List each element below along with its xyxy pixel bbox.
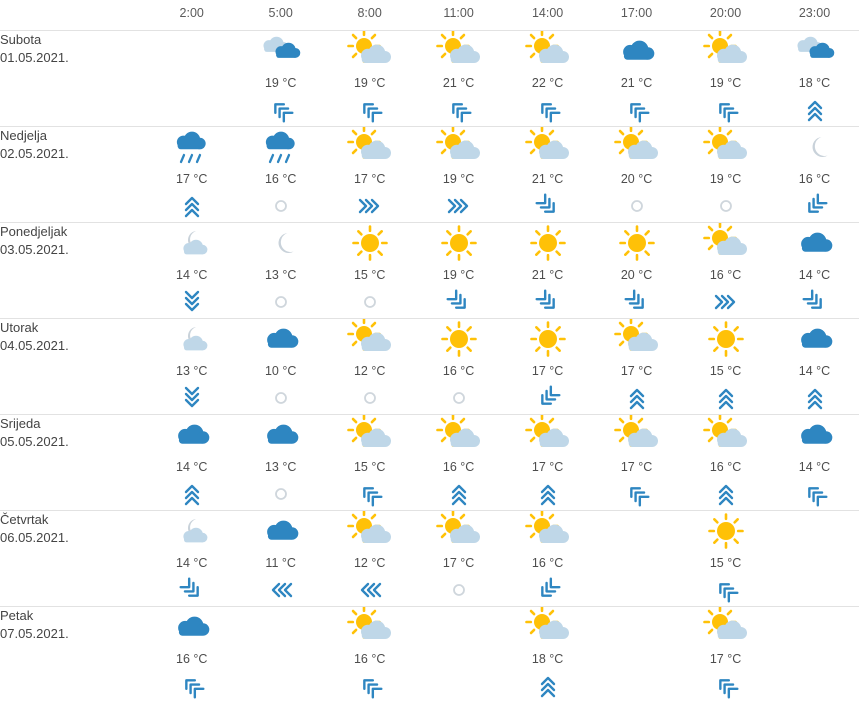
temperature-value: 16 °C bbox=[709, 460, 742, 474]
partly-sunny-icon bbox=[592, 319, 681, 359]
temperature-value: 19 °C bbox=[442, 172, 475, 186]
temperature-value bbox=[770, 555, 859, 571]
forecast-slot bbox=[325, 511, 414, 607]
cloud-icon bbox=[147, 607, 236, 647]
forecast-day-row bbox=[0, 127, 859, 223]
partly-sunny-icon bbox=[503, 511, 592, 551]
cloud-icon bbox=[236, 415, 325, 455]
empty-icon bbox=[147, 31, 236, 71]
forecast-slot bbox=[681, 319, 770, 415]
wind-diag-down-right-icon bbox=[503, 193, 592, 219]
empty-wind-icon bbox=[592, 673, 681, 699]
forecast-slot bbox=[325, 31, 414, 127]
partly-sunny-icon bbox=[681, 415, 770, 455]
wind-diag-down-left-icon bbox=[503, 385, 592, 411]
calm-circle-icon bbox=[325, 385, 414, 411]
partly-sunny-icon bbox=[681, 31, 770, 71]
forecast-slot bbox=[414, 31, 503, 127]
forecast-slot bbox=[414, 223, 503, 319]
temperature-value: 16 °C bbox=[531, 556, 564, 570]
wind-diag-up-left-icon bbox=[592, 481, 681, 507]
wind-up-icon bbox=[681, 481, 770, 507]
temperature-value: 11 °C bbox=[265, 556, 296, 570]
partly-sunny-icon bbox=[325, 511, 414, 551]
temperature-value: 16 °C bbox=[176, 652, 208, 666]
hour-header-5: 17:00 bbox=[620, 6, 653, 20]
hour-header-3: 11:00 bbox=[443, 6, 474, 20]
forecast-slot bbox=[770, 319, 859, 415]
temperature-value: 14 °C bbox=[798, 364, 831, 378]
wind-diag-down-left-icon bbox=[503, 577, 592, 603]
wind-left-icon bbox=[325, 577, 414, 603]
forecast-slot bbox=[236, 319, 325, 415]
temperature-value: 15 °C bbox=[709, 364, 742, 378]
forecast-slot bbox=[681, 127, 770, 223]
day-name: Srijeda bbox=[0, 416, 41, 431]
forecast-slot bbox=[592, 223, 681, 319]
partly-sunny-icon bbox=[681, 607, 770, 647]
wind-diag-down-left-icon bbox=[770, 193, 859, 219]
temperature-value bbox=[236, 651, 325, 667]
forecast-slot bbox=[592, 511, 681, 607]
sun-icon bbox=[325, 223, 414, 263]
partly-sunny-icon bbox=[681, 127, 770, 167]
temperature-value bbox=[414, 651, 503, 667]
day-date: 06.05.2021. bbox=[0, 530, 69, 545]
wind-diag-up-left-icon bbox=[770, 481, 859, 507]
forecast-slot bbox=[414, 607, 503, 703]
calm-circle-icon bbox=[236, 193, 325, 219]
temperature-value: 15 °C bbox=[353, 268, 386, 282]
wind-down-icon bbox=[147, 385, 236, 411]
moon-icon bbox=[770, 127, 859, 167]
wind-down-icon bbox=[147, 289, 236, 315]
cloudy-icon bbox=[236, 31, 325, 71]
forecast-slot bbox=[414, 415, 503, 511]
wind-diag-down-right-icon bbox=[770, 289, 859, 315]
partly-sunny-icon bbox=[681, 223, 770, 263]
forecast-slot bbox=[325, 415, 414, 511]
temperature-value: 16 °C bbox=[798, 172, 831, 186]
forecast-slot bbox=[325, 319, 414, 415]
sun-icon bbox=[503, 223, 592, 263]
day-cell bbox=[0, 223, 147, 319]
partly-sunny-icon bbox=[325, 31, 414, 71]
day-name: Subota bbox=[0, 32, 42, 47]
partly-sunny-icon bbox=[325, 319, 414, 359]
day-date: 05.05.2021. bbox=[0, 434, 69, 449]
temperature-value: 12 °C bbox=[353, 364, 386, 378]
wind-diag-down-right-icon bbox=[414, 289, 503, 315]
day-name: Četvrtak bbox=[0, 512, 49, 527]
day-name: Nedjelja bbox=[0, 128, 47, 143]
empty-wind-icon bbox=[414, 673, 503, 699]
wind-left-icon bbox=[236, 577, 325, 603]
forecast-slot bbox=[503, 511, 592, 607]
hour-header-4: 14:00 bbox=[531, 6, 564, 20]
temperature-value: 21 °C bbox=[620, 76, 653, 90]
cloud-icon bbox=[770, 223, 859, 263]
wind-up-icon bbox=[503, 673, 592, 699]
forecast-slot bbox=[503, 319, 592, 415]
wind-diag-down-right-icon bbox=[592, 289, 681, 315]
forecast-table-header bbox=[0, 0, 859, 31]
wind-diag-up-left-icon bbox=[681, 673, 770, 699]
temperature-value bbox=[147, 75, 236, 91]
wind-diag-up-left-icon bbox=[681, 577, 770, 603]
temperature-value: 16 °C bbox=[442, 364, 475, 378]
day-name: Petak bbox=[0, 608, 34, 623]
temperature-value bbox=[770, 651, 859, 667]
wind-up-icon bbox=[147, 481, 236, 507]
wind-diag-down-right-icon bbox=[503, 289, 592, 315]
temperature-value: 18 °C bbox=[798, 76, 831, 90]
forecast-slot bbox=[770, 511, 859, 607]
temperature-value: 19 °C bbox=[442, 268, 475, 282]
empty-icon bbox=[236, 607, 325, 647]
temperature-value: 15 °C bbox=[353, 460, 386, 474]
forecast-slot bbox=[147, 607, 236, 703]
empty-icon bbox=[414, 607, 503, 647]
temperature-value: 13 °C bbox=[176, 364, 208, 378]
rain-icon bbox=[147, 127, 236, 167]
hour-header-6: 20:00 bbox=[709, 6, 742, 20]
empty-wind-icon bbox=[236, 673, 325, 699]
partly-sunny-icon bbox=[414, 127, 503, 167]
forecast-day-row bbox=[0, 607, 859, 703]
forecast-slot bbox=[414, 511, 503, 607]
forecast-slot bbox=[681, 511, 770, 607]
forecast-slot bbox=[770, 223, 859, 319]
rain-icon bbox=[236, 127, 325, 167]
temperature-value: 16 °C bbox=[709, 268, 742, 282]
partly-sunny-icon bbox=[503, 607, 592, 647]
forecast-day-row bbox=[0, 511, 859, 607]
empty-icon bbox=[770, 511, 859, 551]
partly-sunny-icon bbox=[503, 127, 592, 167]
temperature-value: 21 °C bbox=[442, 76, 475, 90]
forecast-slot bbox=[770, 31, 859, 127]
temperature-value bbox=[592, 555, 681, 571]
temperature-value: 19 °C bbox=[709, 76, 742, 90]
day-cell bbox=[0, 319, 147, 415]
forecast-slot bbox=[503, 223, 592, 319]
day-date: 01.05.2021. bbox=[0, 50, 69, 65]
forecast-slot bbox=[147, 223, 236, 319]
forecast-slot bbox=[325, 223, 414, 319]
wind-diag-up-left-icon bbox=[325, 673, 414, 699]
temperature-value: 19 °C bbox=[353, 76, 386, 90]
temperature-value: 21 °C bbox=[531, 268, 564, 282]
forecast-slot bbox=[414, 319, 503, 415]
empty-icon bbox=[592, 607, 681, 647]
cloud-icon bbox=[592, 31, 681, 71]
sun-icon bbox=[503, 319, 592, 359]
partly-sunny-icon bbox=[592, 127, 681, 167]
partly-sunny-icon bbox=[592, 415, 681, 455]
temperature-value: 20 °C bbox=[620, 172, 653, 186]
temperature-value: 19 °C bbox=[709, 172, 742, 186]
partly-sunny-icon bbox=[414, 511, 503, 551]
day-cell bbox=[0, 31, 147, 127]
temperature-value: 17 °C bbox=[442, 556, 475, 570]
moon-cloud-icon bbox=[147, 223, 236, 263]
forecast-day-row bbox=[0, 223, 859, 319]
wind-diag-up-left-icon bbox=[414, 97, 503, 123]
forecast-slot bbox=[147, 31, 236, 127]
forecast-slot bbox=[236, 223, 325, 319]
forecast-slot bbox=[503, 607, 592, 703]
forecast-day-row bbox=[0, 319, 859, 415]
temperature-value: 18 °C bbox=[531, 652, 564, 666]
temperature-value: 17 °C bbox=[176, 172, 208, 186]
forecast-slot bbox=[503, 31, 592, 127]
forecast-slot bbox=[325, 127, 414, 223]
moon-cloud-icon bbox=[147, 511, 236, 551]
forecast-slot bbox=[236, 127, 325, 223]
wind-up-icon bbox=[770, 385, 859, 411]
forecast-slot bbox=[770, 607, 859, 703]
temperature-value: 17 °C bbox=[620, 364, 653, 378]
wind-up-icon bbox=[414, 481, 503, 507]
empty-wind-icon bbox=[770, 577, 859, 603]
sun-icon bbox=[681, 511, 770, 551]
calm-circle-icon bbox=[592, 193, 681, 219]
forecast-slot bbox=[236, 415, 325, 511]
cloudy-icon bbox=[770, 31, 859, 71]
wind-right-icon bbox=[681, 289, 770, 315]
partly-sunny-icon bbox=[414, 415, 503, 455]
wind-right-icon bbox=[325, 193, 414, 219]
forecast-slot bbox=[592, 415, 681, 511]
temperature-value: 16 °C bbox=[442, 460, 475, 474]
sun-icon bbox=[592, 223, 681, 263]
empty-wind-icon bbox=[770, 673, 859, 699]
partly-sunny-icon bbox=[503, 415, 592, 455]
calm-circle-icon bbox=[236, 385, 325, 411]
forecast-slot bbox=[147, 511, 236, 607]
wind-diag-up-left-icon bbox=[325, 97, 414, 123]
temperature-value: 16 °C bbox=[264, 172, 297, 186]
sun-icon bbox=[414, 319, 503, 359]
temperature-value: 14 °C bbox=[798, 460, 831, 474]
temperature-value: 19 °C bbox=[264, 76, 297, 90]
day-cell bbox=[0, 415, 147, 511]
day-date: 07.05.2021. bbox=[0, 626, 69, 641]
wind-right-icon bbox=[414, 193, 503, 219]
day-date: 03.05.2021. bbox=[0, 242, 69, 257]
calm-circle-icon bbox=[325, 289, 414, 315]
wind-diag-up-left-icon bbox=[681, 97, 770, 123]
temperature-value: 14 °C bbox=[176, 460, 208, 474]
forecast-slot bbox=[770, 127, 859, 223]
partly-sunny-icon bbox=[325, 607, 414, 647]
temperature-value: 10 °C bbox=[264, 364, 297, 378]
wind-up-icon bbox=[503, 481, 592, 507]
forecast-slot bbox=[236, 31, 325, 127]
moon-icon bbox=[236, 223, 325, 263]
temperature-value: 17 °C bbox=[531, 364, 564, 378]
temperature-value: 21 °C bbox=[531, 172, 564, 186]
forecast-slot bbox=[325, 607, 414, 703]
empty-icon bbox=[592, 511, 681, 551]
temperature-value: 17 °C bbox=[709, 652, 742, 666]
day-cell bbox=[0, 511, 147, 607]
wind-diag-up-left-icon bbox=[325, 481, 414, 507]
forecast-slot bbox=[681, 415, 770, 511]
wind-diag-up-left-icon bbox=[236, 97, 325, 123]
temperature-value: 22 °C bbox=[531, 76, 564, 90]
forecast-table-body bbox=[0, 31, 859, 703]
temperature-value: 13 °C bbox=[264, 460, 297, 474]
day-name: Utorak bbox=[0, 320, 39, 335]
forecast-slot bbox=[236, 607, 325, 703]
wind-diag-up-left-icon bbox=[147, 673, 236, 699]
forecast-slot bbox=[592, 127, 681, 223]
hour-header-1: 5:00 bbox=[268, 6, 293, 20]
day-date: 02.05.2021. bbox=[0, 146, 69, 161]
forecast-slot bbox=[414, 127, 503, 223]
forecast-slot bbox=[503, 127, 592, 223]
partly-sunny-icon bbox=[503, 31, 592, 71]
wind-diag-down-right-icon bbox=[147, 577, 236, 603]
forecast-slot bbox=[681, 31, 770, 127]
day-column-header bbox=[0, 0, 147, 31]
partly-sunny-icon bbox=[325, 415, 414, 455]
forecast-day-row bbox=[0, 31, 859, 127]
temperature-value: 14 °C bbox=[798, 268, 831, 282]
forecast-slot bbox=[592, 31, 681, 127]
cloud-icon bbox=[236, 319, 325, 359]
wind-up-icon bbox=[770, 97, 859, 123]
temperature-value: 14 °C bbox=[176, 268, 208, 282]
forecast-slot bbox=[147, 127, 236, 223]
forecast-day-row bbox=[0, 415, 859, 511]
moon-cloud-icon bbox=[147, 319, 236, 359]
temperature-value bbox=[592, 651, 681, 667]
cloud-icon bbox=[147, 415, 236, 455]
hour-header-2: 8:00 bbox=[357, 6, 382, 20]
forecast-slot bbox=[147, 415, 236, 511]
calm-circle-icon bbox=[414, 577, 503, 603]
forecast-slot bbox=[236, 511, 325, 607]
sun-icon bbox=[414, 223, 503, 263]
temperature-value: 17 °C bbox=[620, 460, 653, 474]
temperature-value: 12 °C bbox=[353, 556, 386, 570]
forecast-slot bbox=[592, 319, 681, 415]
temperature-value: 17 °C bbox=[531, 460, 564, 474]
wind-up-icon bbox=[147, 193, 236, 219]
forecast-slot bbox=[147, 319, 236, 415]
cloud-icon bbox=[770, 319, 859, 359]
temperature-value: 15 °C bbox=[709, 556, 742, 570]
temperature-value: 20 °C bbox=[620, 268, 653, 282]
calm-circle-icon bbox=[236, 481, 325, 507]
partly-sunny-icon bbox=[414, 31, 503, 71]
wind-diag-up-left-icon bbox=[592, 97, 681, 123]
hour-header-0: 2:00 bbox=[179, 6, 204, 20]
day-cell bbox=[0, 607, 147, 703]
forecast-slot bbox=[770, 415, 859, 511]
cloud-icon bbox=[770, 415, 859, 455]
temperature-value: 17 °C bbox=[353, 172, 386, 186]
wind-diag-up-left-icon bbox=[503, 97, 592, 123]
empty-wind-icon bbox=[147, 97, 236, 123]
temperature-value: 13 °C bbox=[264, 268, 297, 282]
forecast-slot bbox=[592, 607, 681, 703]
day-name: Ponedjeljak bbox=[0, 224, 68, 239]
temperature-value: 14 °C bbox=[176, 556, 208, 570]
calm-circle-icon bbox=[681, 193, 770, 219]
forecast-slot bbox=[681, 223, 770, 319]
hour-header-row bbox=[0, 0, 859, 31]
sun-icon bbox=[681, 319, 770, 359]
forecast-slot bbox=[681, 607, 770, 703]
hour-header-7: 23:00 bbox=[798, 6, 831, 20]
day-date: 04.05.2021. bbox=[0, 338, 69, 353]
wind-up-icon bbox=[592, 385, 681, 411]
temperature-value: 16 °C bbox=[353, 652, 386, 666]
partly-sunny-icon bbox=[325, 127, 414, 167]
calm-circle-icon bbox=[414, 385, 503, 411]
cloud-icon bbox=[236, 511, 325, 551]
day-cell bbox=[0, 127, 147, 223]
calm-circle-icon bbox=[236, 289, 325, 315]
wind-up-icon bbox=[681, 385, 770, 411]
forecast-slot bbox=[503, 415, 592, 511]
empty-wind-icon bbox=[592, 577, 681, 603]
empty-icon bbox=[770, 607, 859, 647]
